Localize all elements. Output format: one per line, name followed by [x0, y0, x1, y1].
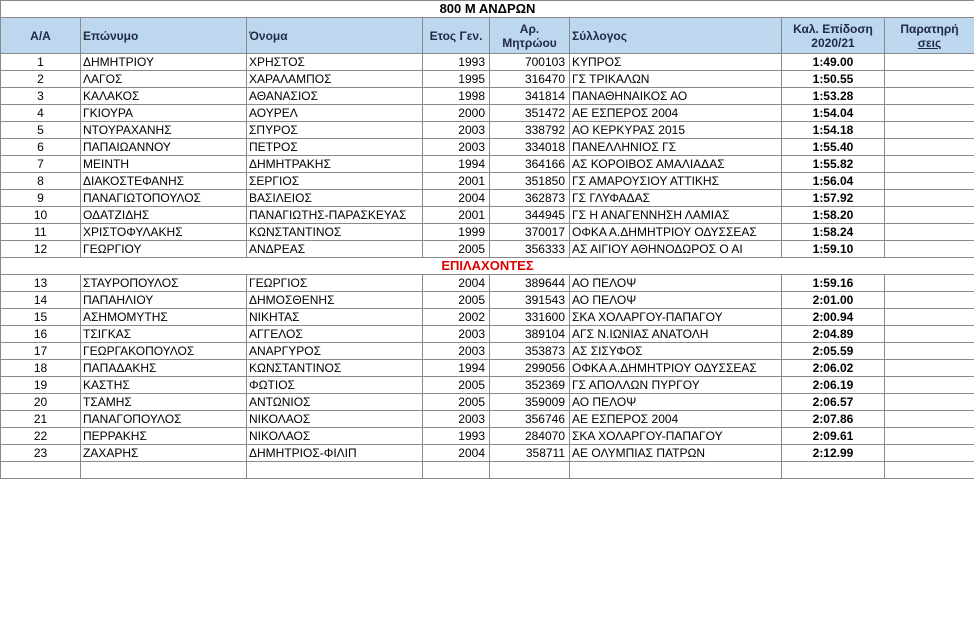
- cell-name: ΣΠΥΡΟΣ: [247, 122, 423, 139]
- empty-cell: [247, 462, 423, 479]
- cell-club: ΑΕ ΕΣΠΕΡΟΣ 2004: [570, 105, 782, 122]
- cell-notes: [885, 88, 974, 105]
- cell-name: ΔΗΜΟΣΘΕΝΗΣ: [247, 292, 423, 309]
- cell-name: ΑΝΔΡΕΑΣ: [247, 241, 423, 258]
- cell-registry: 364166: [490, 156, 570, 173]
- empty-cell: [782, 462, 885, 479]
- col-header-best-line1: Καλ. Επίδοση: [793, 21, 873, 36]
- cell-aa: 4: [1, 105, 81, 122]
- cell-notes: [885, 122, 974, 139]
- cell-aa: 6: [1, 139, 81, 156]
- cell-year: 2003: [423, 411, 490, 428]
- cell-year: 2005: [423, 241, 490, 258]
- cell-aa: 23: [1, 445, 81, 462]
- cell-year: 1995: [423, 71, 490, 88]
- cell-name: ΒΑΣΙΛΕΙΟΣ: [247, 190, 423, 207]
- cell-registry: 359009: [490, 394, 570, 411]
- cell-surname: ΓΚΙΟΥΡΑ: [81, 105, 247, 122]
- empty-cell: [423, 462, 490, 479]
- cell-notes: [885, 207, 974, 224]
- cell-aa: 19: [1, 377, 81, 394]
- table-row: [1, 360, 974, 377]
- cell-name: ΧΑΡΑΛΑΜΠΟΣ: [247, 71, 423, 88]
- cell-best: 2:06.57: [782, 394, 885, 411]
- table-row: [1, 309, 974, 326]
- cell-best: 1:58.24: [782, 224, 885, 241]
- cell-year: 2003: [423, 343, 490, 360]
- col-header-notes-line2: σεις: [917, 35, 942, 50]
- cell-notes: [885, 105, 974, 122]
- cell-surname: ΓΕΩΡΓΑΚΟΠΟΥΛΟΣ: [81, 343, 247, 360]
- cell-registry: 391543: [490, 292, 570, 309]
- cell-surname: ΠΑΠΑΔΑΚΗΣ: [81, 360, 247, 377]
- cell-aa: 21: [1, 411, 81, 428]
- cell-club: ΓΣ ΑΠΟΛΛΩΝ ΠΥΡΓΟΥ: [570, 377, 782, 394]
- cell-best: 1:55.40: [782, 139, 885, 156]
- cell-club: ΓΣ Η ΑΝΑΓΕΝΝΗΣΗ ΛΑΜΙΑΣ: [570, 207, 782, 224]
- cell-name: ΚΩΝΣΤΑΝΤΙΝΟΣ: [247, 360, 423, 377]
- cell-year: 1993: [423, 54, 490, 71]
- cell-surname: ΠΑΝΑΓΙΩΤΟΠΟΥΛΟΣ: [81, 190, 247, 207]
- cell-surname: ΟΔΑΤΖΙΔΗΣ: [81, 207, 247, 224]
- cell-notes: [885, 71, 974, 88]
- table-title: 800 Μ ΑΝΔΡΩΝ: [1, 1, 974, 18]
- cell-year: 2001: [423, 173, 490, 190]
- cell-notes: [885, 360, 974, 377]
- cell-year: 2003: [423, 139, 490, 156]
- cell-best: 1:54.04: [782, 105, 885, 122]
- cell-aa: 18: [1, 360, 81, 377]
- cell-aa: 17: [1, 343, 81, 360]
- table-row: [1, 343, 974, 360]
- table-row: [1, 275, 974, 292]
- cell-name: ΧΡΗΣΤΟΣ: [247, 54, 423, 71]
- cell-club: ΚΥΠΡΟΣ: [570, 54, 782, 71]
- table-row: [1, 224, 974, 241]
- cell-surname: ΔΙΑΚΟΣΤΕΦΑΝΗΣ: [81, 173, 247, 190]
- cell-club: ΑΓΣ Ν.ΙΩΝΙΑΣ ΑΝΑΤΟΛΗ: [570, 326, 782, 343]
- col-header-registry-line1: Αρ.: [519, 21, 540, 36]
- cell-best: 1:59.10: [782, 241, 885, 258]
- cell-notes: [885, 394, 974, 411]
- cell-notes: [885, 309, 974, 326]
- table-row: [1, 88, 974, 105]
- empty-cell: [1, 462, 81, 479]
- cell-best: 1:49.00: [782, 54, 885, 71]
- cell-best: 2:09.61: [782, 428, 885, 445]
- cell-name: ΝΙΚΟΛΑΟΣ: [247, 428, 423, 445]
- cell-club: ΑΕ ΕΣΠΕΡΟΣ 2004: [570, 411, 782, 428]
- cell-registry: 351850: [490, 173, 570, 190]
- cell-registry: 338792: [490, 122, 570, 139]
- cell-best: 1:59.16: [782, 275, 885, 292]
- cell-surname: ΚΑΣΤΗΣ: [81, 377, 247, 394]
- cell-year: 2005: [423, 292, 490, 309]
- cell-best: 1:57.92: [782, 190, 885, 207]
- col-header-notes-line1: Παρατηρή: [900, 21, 959, 36]
- cell-notes: [885, 411, 974, 428]
- cell-club: ΑΟ ΠΕΛΟΨ: [570, 394, 782, 411]
- cell-year: 1993: [423, 428, 490, 445]
- cell-registry: 299056: [490, 360, 570, 377]
- cell-name: ΔΗΜΗΤΡΙΟΣ-ΦΙΛΙΠ: [247, 445, 423, 462]
- cell-year: 2004: [423, 190, 490, 207]
- cell-surname: ΚΑΛΑΚΟΣ: [81, 88, 247, 105]
- cell-notes: [885, 54, 974, 71]
- cell-registry: 284070: [490, 428, 570, 445]
- cell-club: ΣΚΑ ΧΟΛΑΡΓΟΥ-ΠΑΠΑΓΟΥ: [570, 428, 782, 445]
- cell-surname: ΤΣΙΓΚΑΣ: [81, 326, 247, 343]
- cell-club: ΑΟ ΠΕΛΟΨ: [570, 292, 782, 309]
- cell-aa: 20: [1, 394, 81, 411]
- cell-club: ΓΣ ΓΛΥΦΑΔΑΣ: [570, 190, 782, 207]
- cell-surname: ΑΣΗΜΟΜΥΤΗΣ: [81, 309, 247, 326]
- table-row: [1, 71, 974, 88]
- cell-best: 2:04.89: [782, 326, 885, 343]
- cell-aa: 16: [1, 326, 81, 343]
- cell-year: 1994: [423, 156, 490, 173]
- section-row: [1, 258, 974, 275]
- table-row: [1, 292, 974, 309]
- col-header-best: [782, 18, 885, 54]
- cell-name: ΝΙΚΗΤΑΣ: [247, 309, 423, 326]
- cell-aa: 15: [1, 309, 81, 326]
- cell-year: 2005: [423, 394, 490, 411]
- cell-notes: [885, 343, 974, 360]
- cell-registry: 370017: [490, 224, 570, 241]
- table-row: [1, 241, 974, 258]
- cell-best: 1:53.28: [782, 88, 885, 105]
- cell-registry: 351472: [490, 105, 570, 122]
- cell-name: ΝΙΚΟΛΑΟΣ: [247, 411, 423, 428]
- section-label: ΕΠΙΛΑΧΟΝΤΕΣ: [1, 258, 974, 275]
- cell-registry: 389644: [490, 275, 570, 292]
- cell-club: ΟΦΚΑ Α.ΔΗΜΗΤΡΙΟΥ ΟΔΥΣΣΕΑΣ: [570, 360, 782, 377]
- cell-surname: ΖΑΧΑΡΗΣ: [81, 445, 247, 462]
- table-row: [1, 105, 974, 122]
- cell-club: ΣΚΑ ΧΟΛΑΡΓΟΥ-ΠΑΠΑΓΟΥ: [570, 309, 782, 326]
- col-header-name: Όνομα: [247, 18, 423, 54]
- col-header-surname: Επώνυμο: [81, 18, 247, 54]
- cell-aa: 13: [1, 275, 81, 292]
- cell-club: ΑΟ ΠΕΛΟΨ: [570, 275, 782, 292]
- col-header-year: Ετος Γεν.: [423, 18, 490, 54]
- cell-registry: 356746: [490, 411, 570, 428]
- table-row: [1, 54, 974, 71]
- cell-surname: ΣΤΑΥΡΟΠΟΥΛΟΣ: [81, 275, 247, 292]
- cell-name: ΑΝΤΩΝΙΟΣ: [247, 394, 423, 411]
- cell-notes: [885, 377, 974, 394]
- cell-aa: 22: [1, 428, 81, 445]
- cell-notes: [885, 156, 974, 173]
- cell-name: ΣΕΡΓΙΟΣ: [247, 173, 423, 190]
- table-row: [1, 411, 974, 428]
- cell-best: 1:58.20: [782, 207, 885, 224]
- cell-year: 2004: [423, 275, 490, 292]
- col-header-best-line2: 2020/21: [811, 35, 855, 50]
- cell-registry: 362873: [490, 190, 570, 207]
- cell-name: ΑΟΥΡΕΛ: [247, 105, 423, 122]
- cell-registry: 356333: [490, 241, 570, 258]
- cell-club: ΓΣ ΑΜΑΡΟΥΣΙΟΥ ΑΤΤΙΚΗΣ: [570, 173, 782, 190]
- cell-notes: [885, 190, 974, 207]
- cell-best: 2:01.00: [782, 292, 885, 309]
- cell-year: 2003: [423, 326, 490, 343]
- cell-aa: 10: [1, 207, 81, 224]
- cell-surname: ΠΑΠΑΗΛΙΟΥ: [81, 292, 247, 309]
- cell-surname: ΓΕΩΡΓΙΟΥ: [81, 241, 247, 258]
- cell-surname: ΠΕΡΡΑΚΗΣ: [81, 428, 247, 445]
- cell-best: 1:56.04: [782, 173, 885, 190]
- cell-name: ΠΑΝΑΓΙΩΤΗΣ-ΠΑΡΑΣΚΕΥΑΣ: [247, 207, 423, 224]
- cell-registry: 352369: [490, 377, 570, 394]
- cell-year: 2004: [423, 445, 490, 462]
- cell-best: 1:50.55: [782, 71, 885, 88]
- cell-aa: 2: [1, 71, 81, 88]
- cell-aa: 5: [1, 122, 81, 139]
- empty-cell: [885, 462, 974, 479]
- cell-surname: ΠΑΝΑΓΟΠΟΥΛΟΣ: [81, 411, 247, 428]
- cell-registry: 331600: [490, 309, 570, 326]
- cell-notes: [885, 292, 974, 309]
- cell-registry: 700103: [490, 54, 570, 71]
- cell-best: 2:12.99: [782, 445, 885, 462]
- cell-notes: [885, 326, 974, 343]
- cell-aa: 14: [1, 292, 81, 309]
- cell-year: 2002: [423, 309, 490, 326]
- cell-registry: 316470: [490, 71, 570, 88]
- cell-surname: ΔΗΜΗΤΡΙΟΥ: [81, 54, 247, 71]
- col-header-notes: [885, 18, 974, 54]
- cell-name: ΦΩΤΙΟΣ: [247, 377, 423, 394]
- cell-notes: [885, 224, 974, 241]
- cell-registry: 353873: [490, 343, 570, 360]
- cell-surname: ΝΤΟΥΡΑΧΑΝΗΣ: [81, 122, 247, 139]
- cell-best: 1:55.82: [782, 156, 885, 173]
- table-row: [1, 139, 974, 156]
- cell-name: ΑΝΑΡΓΥΡΟΣ: [247, 343, 423, 360]
- cell-club: ΑΣ ΚΟΡΟΙΒΟΣ ΑΜΑΛΙΑΔΑΣ: [570, 156, 782, 173]
- cell-year: 2003: [423, 122, 490, 139]
- cell-name: ΚΩΝΣΤΑΝΤΙΝΟΣ: [247, 224, 423, 241]
- cell-best: 2:07.86: [782, 411, 885, 428]
- cell-club: ΠΑΝΕΛΛΗΝΙΟΣ ΓΣ: [570, 139, 782, 156]
- cell-aa: 1: [1, 54, 81, 71]
- cell-club: ΑΕ ΟΛΥΜΠΙΑΣ ΠΑΤΡΩΝ: [570, 445, 782, 462]
- empty-cell: [81, 462, 247, 479]
- cell-name: ΑΘΑΝΑΣΙΟΣ: [247, 88, 423, 105]
- cell-year: 1999: [423, 224, 490, 241]
- cell-best: 2:05.59: [782, 343, 885, 360]
- cell-year: 2000: [423, 105, 490, 122]
- cell-year: 2005: [423, 377, 490, 394]
- cell-year: 1994: [423, 360, 490, 377]
- cell-notes: [885, 275, 974, 292]
- cell-club: ΟΦΚΑ Α.ΔΗΜΗΤΡΙΟΥ ΟΔΥΣΣΕΑΣ: [570, 224, 782, 241]
- table-row: [1, 377, 974, 394]
- col-header-club: Σύλλογος: [570, 18, 782, 54]
- cell-club: ΑΟ ΚΕΡΚΥΡΑΣ 2015: [570, 122, 782, 139]
- empty-row: [1, 462, 974, 479]
- cell-name: ΔΗΜΗΤΡΑΚΗΣ: [247, 156, 423, 173]
- cell-surname: ΠΑΠΑΙΩΑΝΝΟΥ: [81, 139, 247, 156]
- table-row: [1, 207, 974, 224]
- cell-notes: [885, 139, 974, 156]
- cell-club: ΑΣ ΑΙΓΙΟΥ ΑΘΗΝΟΔΩΡΟΣ Ο ΑΙ: [570, 241, 782, 258]
- cell-registry: 358711: [490, 445, 570, 462]
- cell-aa: 11: [1, 224, 81, 241]
- empty-cell: [490, 462, 570, 479]
- cell-registry: 334018: [490, 139, 570, 156]
- cell-notes: [885, 428, 974, 445]
- cell-best: 2:06.19: [782, 377, 885, 394]
- cell-notes: [885, 173, 974, 190]
- col-header-aa: Α/Α: [1, 18, 81, 54]
- cell-aa: 7: [1, 156, 81, 173]
- cell-year: 1998: [423, 88, 490, 105]
- table-row: [1, 122, 974, 139]
- col-header-registry: [490, 18, 570, 54]
- table-row: [1, 156, 974, 173]
- table-row: [1, 445, 974, 462]
- cell-registry: 389104: [490, 326, 570, 343]
- cell-notes: [885, 241, 974, 258]
- table-row: [1, 326, 974, 343]
- table-row: [1, 428, 974, 445]
- cell-aa: 8: [1, 173, 81, 190]
- cell-aa: 12: [1, 241, 81, 258]
- cell-name: ΑΓΓΕΛΟΣ: [247, 326, 423, 343]
- empty-cell: [570, 462, 782, 479]
- cell-aa: 3: [1, 88, 81, 105]
- cell-name: ΠΕΤΡΟΣ: [247, 139, 423, 156]
- cell-name: ΓΕΩΡΓΙΟΣ: [247, 275, 423, 292]
- cell-notes: [885, 445, 974, 462]
- cell-registry: 344945: [490, 207, 570, 224]
- col-header-registry-line2: Μητρώου: [502, 35, 557, 50]
- cell-best: 2:00.94: [782, 309, 885, 326]
- header-row: [1, 18, 974, 54]
- table-row: [1, 190, 974, 207]
- cell-best: 1:54.18: [782, 122, 885, 139]
- cell-best: 2:06.02: [782, 360, 885, 377]
- cell-registry: 341814: [490, 88, 570, 105]
- cell-club: ΠΑΝΑΘΗΝΑΙΚΟΣ ΑΟ: [570, 88, 782, 105]
- cell-club: ΑΣ ΣΙΣΥΦΟΣ: [570, 343, 782, 360]
- table-row: [1, 394, 974, 411]
- cell-surname: ΜΕΙΝΤΗ: [81, 156, 247, 173]
- cell-surname: ΛΑΓΟΣ: [81, 71, 247, 88]
- cell-year: 2001: [423, 207, 490, 224]
- table-row: [1, 173, 974, 190]
- cell-aa: 9: [1, 190, 81, 207]
- cell-surname: ΤΣΑΜΗΣ: [81, 394, 247, 411]
- cell-surname: ΧΡΙΣΤΟΦΥΛΑΚΗΣ: [81, 224, 247, 241]
- cell-club: ΓΣ ΤΡΙΚΑΛΩΝ: [570, 71, 782, 88]
